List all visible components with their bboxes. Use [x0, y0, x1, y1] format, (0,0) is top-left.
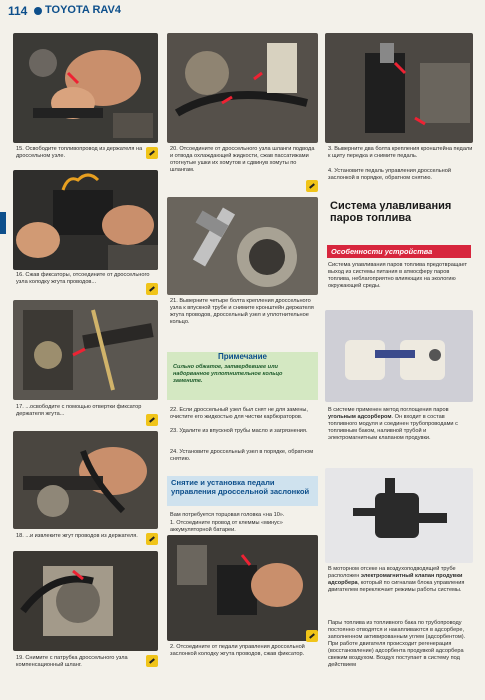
photo-19 [13, 551, 158, 651]
evap-valve-text: В моторном отсеке на воздухоподводящей трубе расположен электромагнитный клапан продувки адсорбера, который по сигналам блока управления двигателем переключает режимы работы системы. [328, 566, 465, 593]
photo-pedal-bolts [325, 33, 473, 143]
wrench-icon [146, 414, 158, 426]
book-title: TOYOTA RAV4 [45, 4, 121, 16]
photo-17 [13, 300, 158, 400]
caption-20: 20. Отсоедините от дроссельного узла шланги подвода и отвода охлаждающей жидкости, сжав пассатижами отогнутые ушки их хомутов и сдвинув хомуты по шлангам. [170, 146, 315, 173]
section-title: Снятие и установка педали управления дроссельной заслонкой [171, 478, 310, 496]
features-label: Особенности устройства [327, 245, 471, 258]
step-1: 1. Отсоедините провод от клеммы «минус» аккумуляторной батареи. [170, 520, 283, 533]
caption-4: 4. Установите педаль управления дроссельной заслонкой в порядке, обратном снятию. [328, 168, 451, 181]
page-header [0, 0, 485, 22]
caption-17: 17. ...освободите с помощью отвертки фиксатор держателя жгута... [16, 404, 142, 417]
evap-adsorber-text: В системе применен метод поглощения паров угольным адсорбером. Он входит в состав топливного модуля и соединен трубопроводами с топливным баком, наливной трубой и электромагнитным клапаном продувки. [328, 407, 458, 441]
photo-21 [167, 197, 318, 295]
caption-2: 2. Отсоедините от педали управления дроссельной заслонкой колодку жгута проводов, сжав фиксатор. [170, 644, 305, 657]
caption-15: 15. Освободите топливопровод из держателя на дроссельном узле. [16, 146, 143, 159]
wrench-icon [146, 533, 158, 545]
photo-adsorber [325, 310, 473, 402]
section-title-evap: Система улавливания паров топлива [330, 200, 452, 224]
wrench-icon [306, 630, 318, 642]
wrench-icon [146, 655, 158, 667]
photo-18 [13, 431, 158, 529]
bullet-dot-icon [34, 7, 42, 15]
photo-16 [13, 170, 158, 270]
evap-vapors-text: Пары топлива из топливного бака по трубопроводу постоянно отводятся и накапливаются в адсорбере, заполненном активированным углем (адсорбентом). При работе двигателя происходит регенерация (восстановление) адсорбента продувкой адсорбера свежим воздухом. Воздух поступает в систему под действием [328, 620, 466, 668]
caption-19: 19. Снимите с патрубка дроссельного узла компенсационный шланг. [16, 655, 128, 668]
wrench-icon [146, 283, 158, 295]
page-number: 114 [8, 4, 28, 18]
note-title: Примечание [217, 352, 267, 361]
caption-18: 18. ...и извлеките жгут проводов из держателя. [16, 533, 138, 539]
photo-purge-valve [325, 468, 473, 563]
section-heading-pedal [167, 476, 318, 506]
step-23: 23. Удалите из впускной трубы масло и загрязнения. [170, 428, 308, 434]
photo-15 [13, 33, 158, 143]
photo-20 [167, 33, 318, 143]
step-22: 22. Если дроссельный узел был снят не для замены, очистите его жидкостью для чистки карбюраторов. [170, 407, 308, 420]
photo-pedal-connector [167, 535, 318, 641]
tool-note: Вам потребуется торцовая головка «на 10». [170, 512, 285, 518]
step-24: 24. Установите дроссельный узел в порядке, обратном снятию. [170, 449, 314, 462]
section-tab-marker [0, 212, 6, 234]
note-box [167, 352, 318, 400]
wrench-icon [146, 147, 158, 159]
note-text: Сильно обжатое, затвердевшее или надорванное уплотнительное кольцо замените. [173, 364, 283, 384]
caption-3: 3. Выверните два болта крепления кронштейна педали к щиту передка и снимите педаль. [328, 146, 473, 159]
caption-21: 21. Выверните четыре болта крепления дроссельного узла к впускной трубе и снимите кронштейн держателя жгута проводов, дроссельный узел и уплотнительное кольцо. [170, 298, 314, 325]
caption-16: 16. Сжав фиксаторы, отсоедините от дроссельного узла колодку жгута проводов... [16, 272, 150, 285]
wrench-icon [306, 180, 318, 192]
evap-intro: Система улавливания паров топлива предотвращает выход из системы питания в атмосферу паров топлива, неблагоприятно влияющих на экологию окружающей среды. [328, 262, 468, 289]
